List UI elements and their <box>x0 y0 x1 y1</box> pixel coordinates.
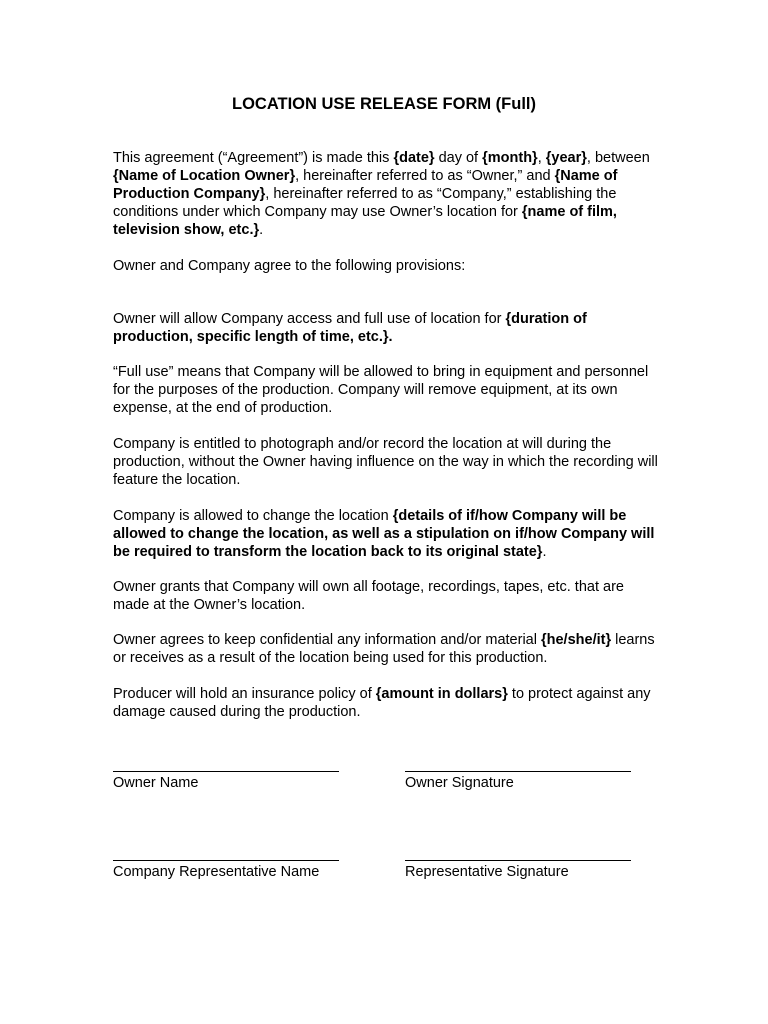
document-title: LOCATION USE RELEASE FORM (Full) <box>231 95 537 113</box>
paragraph-text: Owner grants that Company will own all footage, recordings, tapes, etc. that are made at the Owner’s location. <box>113 579 624 613</box>
access-provision <box>113 310 658 346</box>
paragraph-text: “Full use” means that Company will be allowed to bring in equipment and personnel for the purposes of the production. Company will remove equipment, at its own expense, at the end of production. <box>113 364 649 416</box>
paragraph-text: , hereinafter referred to as “Owner,” and <box>295 168 555 184</box>
provisions-intro-paragraph <box>113 257 658 275</box>
confidentiality-provision <box>113 631 658 667</box>
paragraph-text: day of <box>434 150 483 166</box>
owner-signature-label: Owner Signature <box>405 775 514 791</box>
owner-name-line <box>113 771 339 772</box>
location-change-provision <box>113 507 658 561</box>
rep-signature-line <box>405 860 631 861</box>
recording-provision <box>113 435 658 489</box>
paragraph-text: Company is entitled to photograph and/or record the location at will during the production, without the Owner having influence on the way in which the recording will feature the location. <box>113 436 658 488</box>
paragraph-text: Owner will allow Company access and full use of location for <box>113 311 506 327</box>
rep-signature-label: Representative Signature <box>405 864 569 880</box>
paragraph-text: Company is allowed to change the location <box>113 508 393 524</box>
insurance-provision <box>113 685 658 721</box>
placeholder-field: {year} <box>545 150 587 166</box>
paragraph-text: Owner agrees to keep confidential any information and/or material <box>113 632 541 648</box>
company-rep-name-label: Company Representative Name <box>113 864 320 880</box>
placeholder-field: {name of film, television show, etc.} <box>113 204 617 238</box>
owner-name-label: Owner Name <box>113 775 199 791</box>
paragraph-text: Owner and Company agree to the following provisions: <box>113 258 466 274</box>
placeholder-field: {details of if/how Company will be allowed to change the location, as well as a stipulation on if/how Company will be required to transform the location back to its original state} <box>113 508 655 560</box>
placeholder-field: {amount in dollars} <box>375 686 508 702</box>
paragraph-text: , <box>537 150 546 166</box>
company-rep-name-line <box>113 860 339 861</box>
paragraph-text: learns or receives as a result of the location being used for this production. <box>113 632 655 666</box>
paragraph-text: This agreement (“Agreement”) is made this <box>113 150 394 166</box>
paragraph-text: Producer will hold an insurance policy of <box>113 686 376 702</box>
placeholder-field: {Name of Location Owner} <box>113 168 296 184</box>
full-use-provision <box>113 363 658 417</box>
paragraph-text: . <box>542 544 547 560</box>
intro-paragraph <box>113 149 658 239</box>
placeholder-field: {duration of production, specific length of time, etc.}. <box>113 311 587 345</box>
paragraph-text: , between <box>586 150 650 166</box>
placeholder-field: {he/she/it} <box>540 632 612 648</box>
paragraph-text: , hereinafter referred to as “Company,” establishing the conditions under which Company may use Owner’s location for <box>113 186 617 220</box>
placeholder-field: {date} <box>393 150 435 166</box>
placeholder-field: {month} <box>482 150 538 166</box>
paragraph-text: to protect against any damage caused during the production. <box>113 686 651 720</box>
footage-ownership-provision <box>113 578 658 614</box>
paragraph-text: . <box>259 222 264 238</box>
placeholder-field: {Name of Production Company} <box>113 168 618 202</box>
owner-signature-line <box>405 771 631 772</box>
